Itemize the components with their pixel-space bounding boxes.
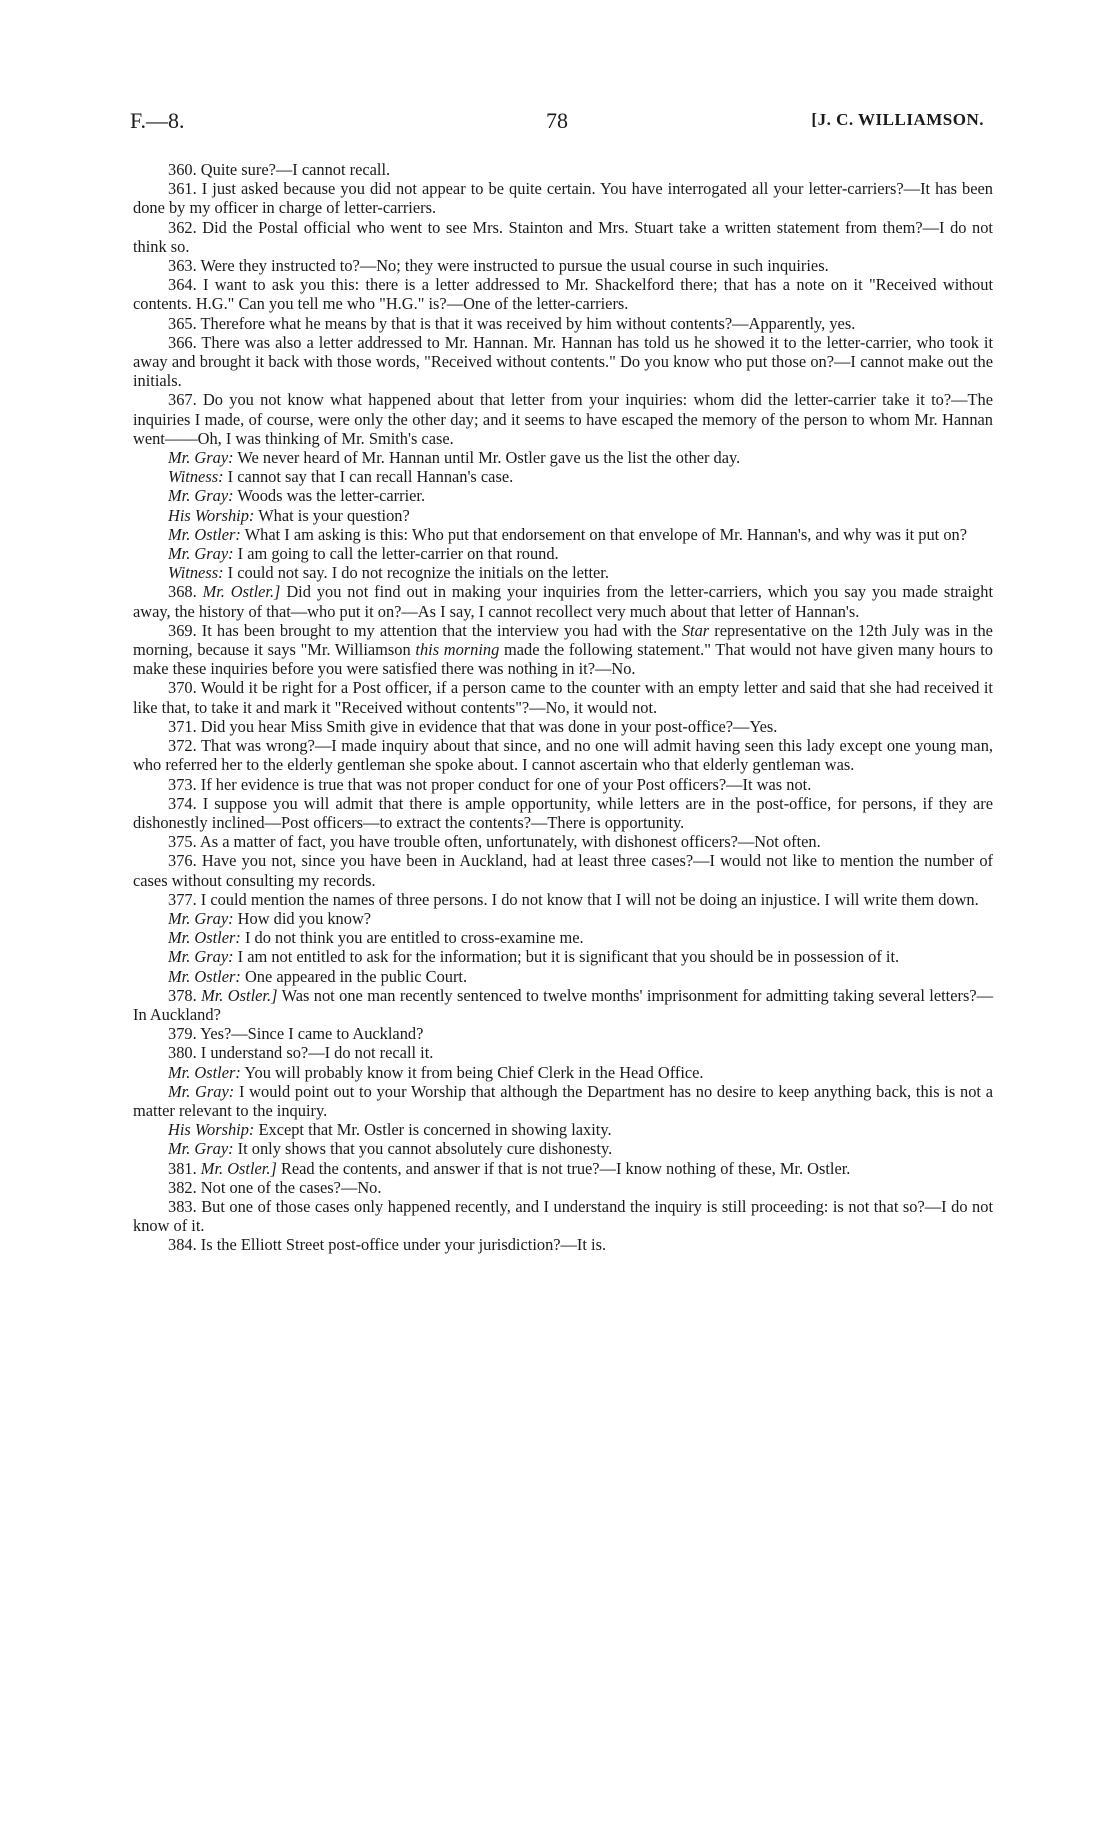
paragraph-382: 382. Not one of the cases?—No.	[168, 1177, 382, 1197]
paragraph-370: 370. Would it be right for a Post officer, if a person came to the counter with an empty letter and said that she had received it like that, to take it and mark it "Received without contents"?—No, it would not.	[133, 678, 993, 717]
paragraph-378	[133, 986, 993, 1024]
speaker-label: Witness:	[168, 563, 224, 583]
speaker-label: His Worship:	[168, 1120, 255, 1140]
dialogue-text: What is your question?	[258, 505, 410, 525]
dialogue-text: I do not think you are entitled to cross-examine me.	[244, 928, 584, 948]
dialogue-text: What I am asking is this: Who put that endorsement on that envelope of Mr. Hannan's, and why was it put on?	[244, 524, 968, 544]
dialogue-line	[133, 928, 993, 947]
page-header	[130, 108, 984, 142]
question-number: 381.	[168, 1158, 197, 1178]
speaker-label: Mr. Gray:	[168, 544, 234, 564]
dialogue-line	[133, 467, 993, 486]
paragraph-362: 362. Did the Postal official who went to see Mrs. Stainton and Mrs. Stuart take a written statement from them?—I do not think so.	[133, 217, 993, 256]
dialogue-text: We never heard of Mr. Hannan until Mr. Ostler gave us the list the other day.	[237, 448, 741, 468]
paragraph-380: 380. I understand so?—I do not recall it.	[168, 1043, 434, 1063]
question-text: Read the contents, and answer if that is not true?—I know nothing of these, Mr. Ostler.	[280, 1158, 851, 1178]
dialogue-line	[133, 1082, 993, 1120]
question-number: 378.	[168, 985, 197, 1005]
dialogue-line	[133, 448, 993, 467]
paragraph-376: 376. Have you not, since you have been in Auckland, had at least three cases?—I would not like to mention the number of cases without consulting my records.	[133, 851, 993, 890]
paragraph-364: 364. I want to ask you this: there is a letter addressed to Mr. Shackelford there; that has a note on it "Received without contents. H.G." Can you tell me who "H.G." is?—One of the letter-carriers.	[133, 275, 993, 314]
paragraph-369	[133, 621, 993, 679]
dialogue-line	[133, 947, 993, 966]
dialogue-text: I am not entitled to ask for the information; but it is significant that you should be in possession of it.	[237, 947, 900, 967]
dialogue-text: I cannot say that I can recall Hannan's case.	[227, 467, 514, 487]
newspaper-name: Star	[681, 620, 710, 640]
paragraph-383: 383. But one of those cases only happened recently, and I understand the inquiry is still proceeding: is not that so?—I do not know of it.	[133, 1196, 993, 1236]
dialogue-text: Except that Mr. Ostler is concerned in showing laxity.	[258, 1120, 612, 1140]
dialogue-line	[133, 544, 993, 563]
speaker-label: Witness:	[168, 467, 224, 487]
speaker-label: Mr. Ostler.]	[200, 1158, 277, 1178]
speaker-label: Mr. Gray:	[168, 486, 234, 506]
text-part: 369. It has been brought to my attention that the interview you had with the	[168, 620, 677, 640]
dialogue-line	[133, 486, 993, 505]
speaker-label: Mr. Gray:	[168, 1139, 234, 1159]
speaker-label: Mr. Gray:	[168, 448, 234, 468]
paragraph-361: 361. I just asked because you did not appear to be quite certain. You have interrogated all your letter-carriers?—It has been done by my officer in charge of letter-carriers.	[133, 179, 993, 218]
paragraph-368	[133, 582, 993, 620]
dialogue-line	[133, 563, 993, 582]
page-number: 78	[546, 108, 568, 133]
document-reference: F.—8.	[130, 108, 185, 133]
speaker-label: Mr. Gray:	[168, 908, 234, 928]
dialogue-text: You will probably know it from being Chief Clerk in the Head Office.	[244, 1062, 704, 1082]
speaker-label: Mr. Ostler.]	[202, 582, 281, 602]
text-part: representative on the 12th July was in the morning, because it says "Mr. Williamson	[133, 620, 993, 660]
dialogue-text: I would point out to your Worship that although the Department has no desire to keep anything back, this is not a matter relevant to the inquiry.	[133, 1081, 993, 1120]
paragraph-381	[133, 1159, 993, 1178]
paragraph-373: 373. If her evidence is true that was not proper conduct for one of your Post officers?—It was not.	[168, 774, 812, 794]
paragraph-360: 360. Quite sure?—I cannot recall.	[168, 160, 391, 179]
paragraph-363: 363. Were they instructed to?—No; they were instructed to pursue the usual course in such inquiries.	[168, 256, 829, 276]
question-text: Was not one man recently sentenced to twelve months' imprisonment for admitting taking several letters?—In Auckland?	[133, 985, 993, 1024]
dialogue-text: How did you know?	[237, 908, 372, 928]
paragraph-365: 365. Therefore what he means by that is that it was received by him without contents?—Apparently, yes.	[168, 313, 856, 333]
speaker-label: Mr. Ostler:	[168, 524, 241, 544]
speaker-label: Mr. Ostler:	[168, 928, 241, 948]
dialogue-text: One appeared in the public Court.	[244, 966, 468, 986]
dialogue-line	[133, 1063, 993, 1082]
dialogue-line	[133, 1120, 993, 1139]
paragraph-372: 372. That was wrong?—I made inquiry about that since, and no one will admit having seen this lady except one young man, who referred her to the elderly gentleman she spoke about. I cannot ascertain who that elderly gentleman was.	[133, 736, 993, 775]
emphasis-text: this morning	[415, 640, 500, 660]
paragraph-377: 377. I could mention the names of three persons. I do not know that I will not be doing an injustice. I will write them down.	[168, 889, 979, 909]
dialogue-line	[133, 525, 993, 544]
dialogue-line	[133, 506, 993, 525]
dialogue-line	[133, 909, 993, 928]
speaker-label: Mr. Gray:	[168, 1081, 235, 1101]
speaker-label: His Worship:	[168, 505, 255, 525]
paragraph-374: 374. I suppose you will admit that there is ample opportunity, while letters are in the post-office, for persons, if they are dishonestly inclined—Post officers—to extract the contents?—There is opportunity.	[133, 793, 993, 832]
speaker-label: Mr. Gray:	[168, 947, 234, 967]
paragraph-375: 375. As a matter of fact, you have trouble often, unfortunately, with dishonest officers?—Not often.	[168, 832, 821, 852]
paragraph-367: 367. Do you not know what happened about that letter from your inquiries: whom did the letter-carrier take it to?—The inquiries I made, of course, were only the other day; and it seems to have escaped the memory of the person to whom Mr. Hannan went——Oh, I was thinking of Mr. Smith's case.	[133, 390, 993, 448]
dialogue-line	[133, 967, 993, 986]
dialogue-line	[133, 1139, 993, 1158]
paragraph-371: 371. Did you hear Miss Smith give in evidence that that was done in your post-office?—Yes.	[168, 716, 778, 736]
paragraph-384: 384. Is the Elliott Street post-office under your jurisdiction?—It is.	[168, 1235, 607, 1255]
transcript-body	[133, 160, 993, 1255]
dialogue-text: I could not say. I do not recognize the initials on the letter.	[227, 563, 609, 583]
speaker-label: Mr. Ostler.]	[201, 985, 278, 1005]
dialogue-text: Woods was the letter-carrier.	[237, 486, 426, 506]
question-number: 368.	[168, 582, 197, 602]
question-text: Did you not find out in making your inquiries from the letter-carriers, which you say you made straight away, the history of that—who put it on?—As I say, I cannot recollect very much about that letter of Hannan's.	[133, 582, 993, 621]
paragraph-379: 379. Yes?—Since I came to Auckland?	[168, 1024, 424, 1044]
witness-name: [J. C. WILLIAMSON.	[811, 110, 984, 129]
paragraph-366: 366. There was also a letter addressed to Mr. Hannan. Mr. Hannan has told us he showed it to the letter-carrier, who took it away and brought it back with those words, "Received without contents." Do you know who put those on?—I cannot make out the initials.	[133, 332, 993, 391]
dialogue-text: I am going to call the letter-carrier on that round.	[237, 544, 559, 564]
speaker-label: Mr. Ostler:	[168, 1062, 241, 1082]
speaker-label: Mr. Ostler:	[168, 966, 241, 986]
dialogue-text: It only shows that you cannot absolutely cure dishonesty.	[237, 1139, 613, 1159]
text-part: made the following statement." That would not have given many hours to make these inquiries before you were satisfied there was nothing in it?—No.	[133, 640, 993, 679]
